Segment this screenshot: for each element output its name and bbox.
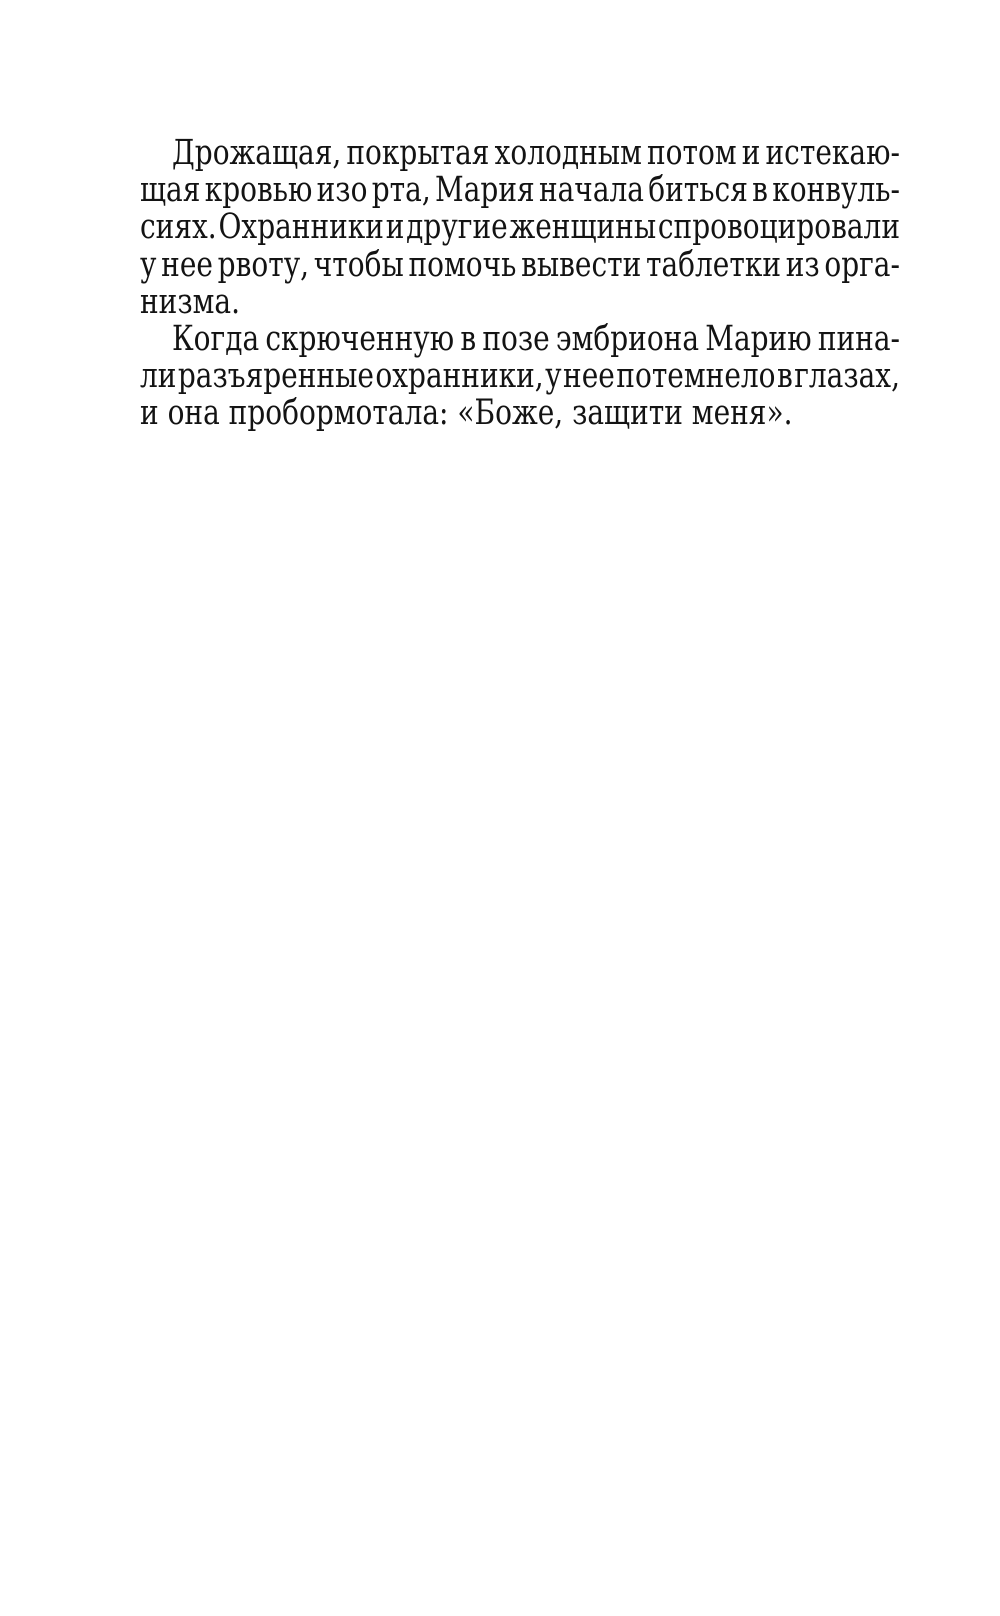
word: в <box>776 356 793 397</box>
paragraph <box>140 318 900 434</box>
word: пина- <box>817 318 900 359</box>
word: у <box>545 356 562 397</box>
word: эмбриона <box>555 318 700 359</box>
word: другие <box>406 207 508 248</box>
paragraph <box>140 135 900 321</box>
word: таблетки <box>645 244 782 285</box>
word: потемнело <box>616 356 776 397</box>
word: чтобы <box>313 244 404 285</box>
text-line <box>140 135 900 172</box>
word: изо <box>316 170 368 211</box>
word: Марию <box>705 318 812 359</box>
text-line <box>140 244 900 285</box>
word: нее <box>563 356 615 397</box>
word: позе <box>482 318 550 359</box>
text-line <box>140 318 900 359</box>
word: сиях. <box>140 207 217 248</box>
text-line: низма. <box>140 281 240 322</box>
word: и <box>741 133 761 173</box>
text-line <box>140 358 900 395</box>
word: нее <box>161 244 213 285</box>
word: начала <box>538 170 644 211</box>
word: вывести <box>521 244 642 285</box>
word: рта, <box>371 170 431 211</box>
word: женщины <box>509 207 657 248</box>
word: потом <box>646 133 737 173</box>
word: холодным <box>494 133 642 173</box>
word: скрюченную <box>265 318 455 359</box>
word: и <box>385 207 405 248</box>
word: из <box>785 244 820 285</box>
word: покрытая <box>346 133 490 173</box>
word: Когда <box>172 318 260 359</box>
word: охранники, <box>375 356 544 397</box>
word: у <box>140 244 157 285</box>
word: разъяренные <box>177 356 374 397</box>
word: глазах, <box>794 356 900 397</box>
word: конвуль- <box>772 170 900 211</box>
word: Охранники <box>218 207 384 248</box>
word: биться <box>648 170 748 211</box>
word: помочь <box>408 244 517 285</box>
word: ли <box>140 356 177 397</box>
text-line <box>140 172 900 209</box>
word: Мария <box>435 170 535 211</box>
word: кровью <box>204 170 313 211</box>
word: орга- <box>824 244 900 285</box>
word: в <box>752 170 768 211</box>
word: спровоцировали <box>657 207 900 248</box>
word: в <box>460 318 477 359</box>
text-line: и она пробормотала: «Боже, защити меня». <box>140 393 793 434</box>
word: Дрожащая, <box>172 133 342 173</box>
page-text <box>140 135 900 433</box>
word: рвоту, <box>217 244 310 285</box>
word: истекаю- <box>765 133 900 173</box>
text-line <box>140 209 900 246</box>
word: щая <box>140 170 201 211</box>
